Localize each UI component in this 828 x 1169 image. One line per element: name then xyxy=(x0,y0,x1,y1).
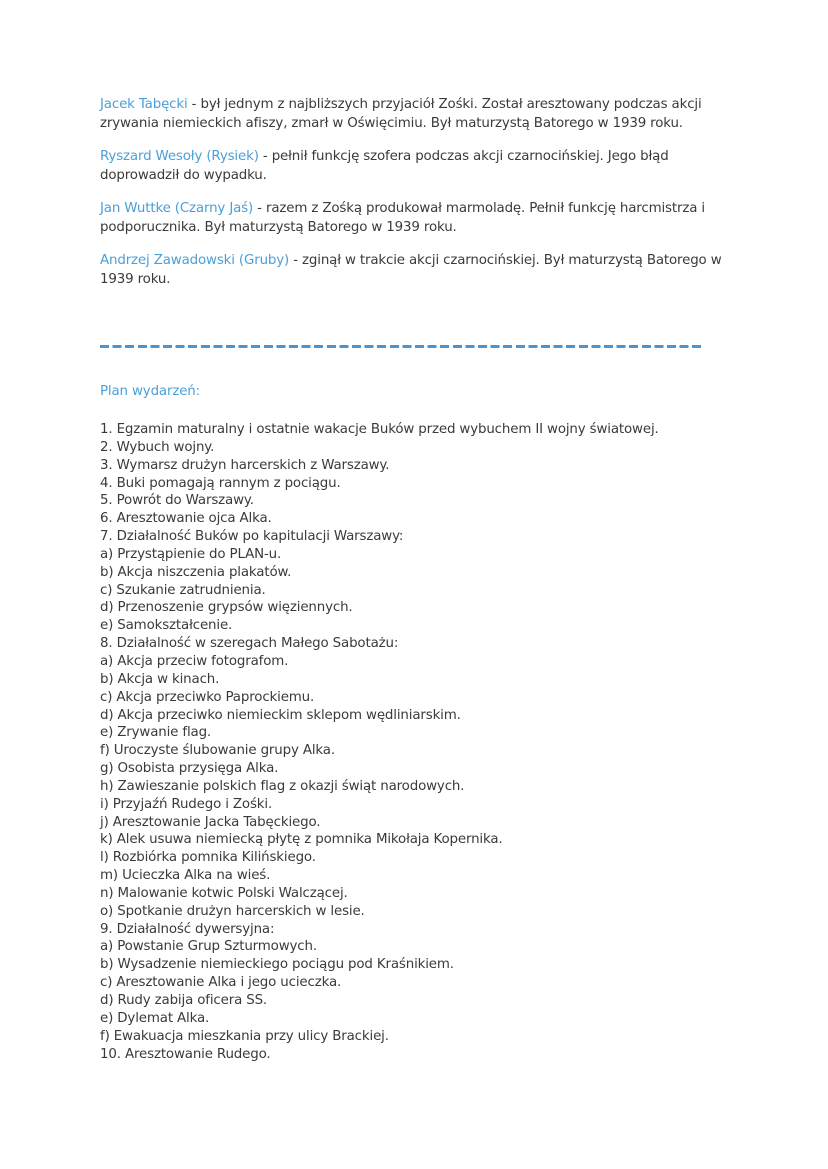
plan-item: 6. Aresztowanie ojca Alka. xyxy=(100,511,272,527)
plan-item: b) Akcja niszczenia plakatów. xyxy=(100,564,292,580)
plan-item: c) Aresztowanie Alka i jego ucieczka. xyxy=(100,975,342,991)
plan-item: 4. Buki pomagają rannym z pociągu. xyxy=(100,475,341,491)
plan-item: 9. Działalność dywersyjna: xyxy=(100,921,275,937)
plan-item: g) Osobista przysięga Alka. xyxy=(100,761,279,777)
character-name: Andrzej Zawadowski (Gruby) xyxy=(100,253,290,268)
plan-item: a) Przystąpienie do PLAN-u. xyxy=(100,546,282,562)
separator: - xyxy=(187,97,201,112)
plan-item: h) Zawieszanie polskich flag z okazji świąt narodowych. xyxy=(100,778,465,794)
character-description: razem z Zośką produkował marmoladę. Pełnił funkcję harcmistrza i podporucznika. Był maturzystą Batorego w 1939 roku. xyxy=(100,201,705,235)
plan-item: b) Wysadzenie niemieckiego pociągu pod Kraśnikiem. xyxy=(100,957,454,973)
plan-item: l) Rozbiórka pomnika Kilińskiego. xyxy=(100,850,316,866)
plan-item: 7. Działalność Buków po kapitulacji Warszawy: xyxy=(100,529,404,545)
plan-item: 2. Wybuch wojny. xyxy=(100,439,215,455)
plan-item: o) Spotkanie drużyn harcerskich w lesie. xyxy=(100,903,365,919)
plan-item: d) Akcja przeciwko niemieckim sklepom wędliniarskim. xyxy=(100,707,461,723)
plan-title: Plan wydarzeń: xyxy=(100,384,200,399)
character-description: zginął w trakcie akcji czarnocińskiej. Był maturzystą Batorego w 1939 roku. xyxy=(100,253,722,287)
plan-item: e) Dylemat Alka. xyxy=(100,1010,210,1026)
bio-paragraph xyxy=(100,200,740,237)
plan-item: f) Uroczyste ślubowanie grupy Alka. xyxy=(100,743,335,759)
plan-item: 8. Działalność w szeregach Małego Sabotażu: xyxy=(100,636,399,652)
plan-item: d) Przenoszenie grypsów więziennych. xyxy=(100,600,353,616)
bio-paragraph xyxy=(100,148,740,185)
plan-item: j) Aresztowanie Jacka Tabęckiego. xyxy=(100,814,321,830)
dashed-divider xyxy=(100,345,704,348)
plan-item: n) Malowanie kotwic Polski Walczącej. xyxy=(100,885,348,901)
plan-list xyxy=(100,421,740,1063)
separator: - xyxy=(258,149,272,164)
character-name: Ryszard Wesoły (Rysiek) xyxy=(100,149,259,164)
plan-item: c) Akcja przeciwko Paprockiemu. xyxy=(100,689,315,705)
plan-item: 5. Powrót do Warszawy. xyxy=(100,493,254,509)
separator: - xyxy=(289,253,303,268)
plan-item: k) Alek usuwa niemiecką płytę z pomnika Mikołaja Kopernika. xyxy=(100,832,503,848)
plan-item: 10. Aresztowanie Rudego. xyxy=(100,1046,271,1062)
bio-paragraph xyxy=(100,252,740,289)
plan-item: 1. Egzamin maturalny i ostatnie wakacje Buków przed wybuchem II wojny światowej. xyxy=(100,422,659,437)
plan-item: e) Zrywanie flag. xyxy=(100,725,212,741)
plan-item: e) Samokształcenie. xyxy=(100,618,233,634)
character-name: Jan Wuttke (Czarny Jaś) xyxy=(100,201,254,216)
plan-item: b) Akcja w kinach. xyxy=(100,671,220,687)
plan-item: a) Powstanie Grup Szturmowych. xyxy=(100,939,317,955)
plan-item: d) Rudy zabija oficera SS. xyxy=(100,993,268,1008)
plan-item: m) Ucieczka Alka na wieś. xyxy=(100,868,271,884)
plan-item: i) Przyjaźń Rudego i Zośki. xyxy=(100,796,273,812)
separator: - xyxy=(253,201,266,216)
character-description: był jednym z najbliższych przyjaciół Zośki. Został aresztowany podczas akcji zrywania niemieckich afiszy, zmarł w Oświęcimiu. Był maturzystą Batorego w 1939 roku. xyxy=(100,97,702,131)
plan-item: f) Ewakuacja mieszkania przy ulicy Brackiej. xyxy=(100,1028,389,1044)
plan-item: 3. Wymarsz drużyn harcerskich z Warszawy. xyxy=(100,457,390,473)
plan-item: c) Szukanie zatrudnienia. xyxy=(100,582,266,598)
character-description: pełnił funkcję szofera podczas akcji czarnocińskiej. Jego błąd doprowadził do wypadku. xyxy=(100,149,669,183)
character-bios xyxy=(100,96,740,304)
plan-item: a) Akcja przeciw fotografom. xyxy=(100,653,289,669)
character-name: Jacek Tabęcki xyxy=(100,97,188,112)
bio-paragraph xyxy=(100,96,740,133)
